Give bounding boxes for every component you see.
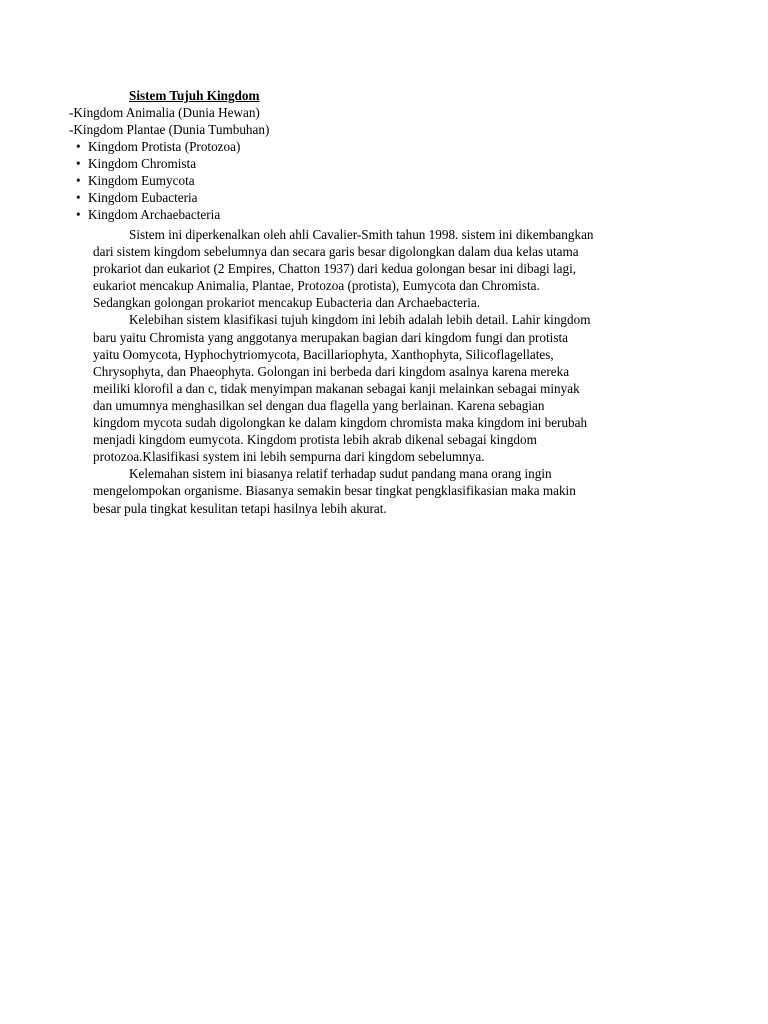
paragraph-line: Sistem ini diperkenalkan oleh ahli Cavalier-Smith tahun 1998. sistem ini dikembangkan: [129, 227, 594, 242]
bullet-item: [76, 138, 240, 155]
paragraph-line: dan umumnya menghasilkan sel dengan dua flagella yang berlainan. Karena sebagian: [93, 397, 545, 413]
bullet-item: [76, 155, 240, 172]
bullet-item-label: Kingdom Protista (Protozoa): [88, 139, 241, 154]
paragraph-line: meiliki klorofil a dan c, tidak menyimpan makanan sebagai kanji melainkan sebagai minyak: [93, 380, 580, 396]
paragraph-line: dari sistem kingdom sebelumnya dan secara garis besar digolongkan dalam dua kelas utama: [93, 244, 579, 260]
paragraph-line: baru yaitu Chromista yang anggotanya merupakan bagian dari kingdom fungi dan protista: [93, 329, 568, 345]
bullet-item: [76, 189, 240, 206]
dash-list: [69, 104, 269, 138]
bullet-item-label: Kingdom Eumycota: [88, 173, 195, 189]
paragraph-line: kingdom mycota sudah digolongkan ke dalam kingdom chromista maka kingdom ini berubah: [93, 415, 588, 431]
paragraph-line: prokariot dan eukariot (2 Empires, Chatton 1937) dari kedua golongan besar ini dibagi lagi,: [93, 261, 577, 277]
bullet-icon: •: [76, 156, 81, 172]
paragraph-line: besar pula tingkat kesulitan tetapi hasilnya lebih akurat.: [93, 500, 387, 516]
body-text: [93, 226, 683, 517]
bullet-item-label: Kingdom Eubacteria: [88, 190, 198, 206]
bullet-icon: •: [76, 139, 81, 154]
paragraph-line: Kelebihan sistem klasifikasi tujuh kingdom ini lebih adalah lebih detail. Lahir kingdom: [129, 312, 591, 328]
dash-item: -Kingdom Plantae (Dunia Tumbuhan): [69, 122, 270, 138]
paragraph-line: Sedangkan golongan prokariot mencakup Eubacteria dan Archaebacteria.: [93, 295, 481, 311]
bullet-icon: •: [76, 173, 81, 189]
bullet-list: [76, 138, 240, 223]
paragraph-line: eukariot mencakup Animalia, Plantae, Protozoa (protista), Eumycota dan Chromista.: [93, 278, 540, 294]
paragraph-line: Chrysophyta, dan Phaeophyta. Golongan ini berbeda dari kingdom asalnya karena mereka: [93, 363, 570, 379]
bullet-icon: •: [76, 190, 81, 206]
document-title: Sistem Tujuh Kingdom: [129, 88, 260, 103]
bullet-icon: •: [76, 207, 81, 223]
paragraph-line: yaitu Oomycota, Hyphochytriomycota, Bacillariophyta, Xanthophyta, Silicoflagellates,: [93, 346, 554, 362]
paragraph-line: mengelompokan organisme. Biasanya semakin besar tingkat pengklasifikasian maka makin: [93, 483, 576, 499]
bullet-item: [76, 206, 240, 223]
bullet-item-label: Kingdom Chromista: [88, 156, 197, 172]
paragraph-line: Kelemahan sistem ini biasanya relatif terhadap sudut pandang mana orang ingin: [129, 466, 552, 482]
bullet-item-label: Kingdom Archaebacteria: [88, 207, 221, 223]
bullet-item: [76, 172, 240, 189]
paragraph-line: menjadi kingdom eumycota. Kingdom protista lebih akrab dikenal sebagai kingdom: [93, 432, 537, 448]
paragraph-line: protozoa.Klasifikasi system ini lebih sempurna dari kingdom sebelumnya.: [93, 449, 485, 465]
dash-item: -Kingdom Animalia (Dunia Hewan): [69, 105, 260, 120]
